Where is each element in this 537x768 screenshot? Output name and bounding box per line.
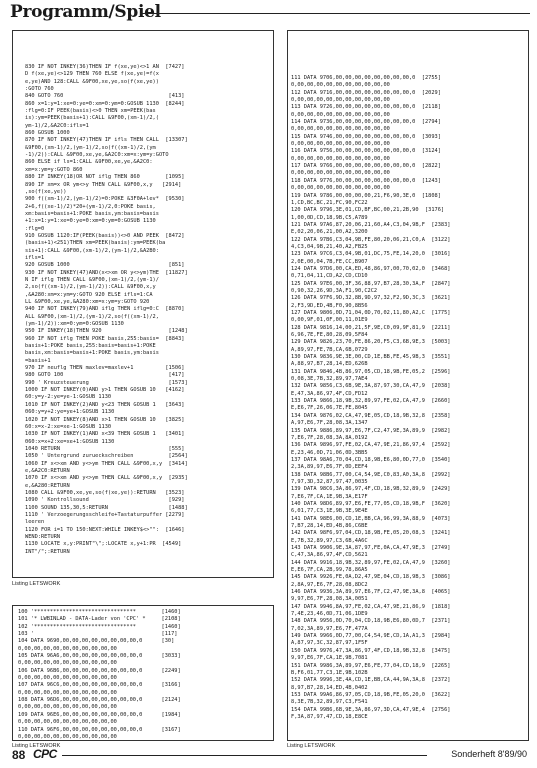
listing-credit-right: Listing LETSWORK [287, 743, 336, 749]
basic-listing-data-lines: 111 DATA 9706,00,00,00,00,00,00,00,00,0 [2755] 0,00,00,00,00,00,00,00,00,00,00 112 DATA 9716,00,00,00,00,00,00,00,00,0 [2029] 0,00,00,00,00,00,00,00,00,00,00 113 DATA 9726,00,00,00,00,00,00,00,00,0 [2118] 0,00,00,00,00,00,00,00,00,00,00 114 DATA 9736,00,00,00,00,00,00,00,00,0 [2794] 0,00,00,00,00,00,00,00,00,00,00 115 DATA 9746,00,00,00,00,00,00,00,00,0 [3093] 0,00,00,00,00,00,00,00,00,00,00 116 DATA 9756,00,00,00,00,00,00,00,00,0 [3124] 0,00,00,00,00,00,00,00,00,00,00 117 DATA 9766,00,00,00,00,00,00,00,00,0 [2822] 0,00,00,00,00,00,00,00,00,00,00 118 DATA 9776,00,00,00,00,00,00,00,00,0 [1243] 0,00,00,00,00,00,00,00,00,00,00 119 DATA 9786,00,00,00,00,21,F6,90,3E,0 [1808] 1,CD,BC,BC,21,FC,90,FC22 120 DATA 9796,3E,01,CD,BF,BC,00,21,2B,90 [3176] 1,00,0D,CD,18,9B,C5,A789 121 DATA 97A6,87,20,06,21,60,A4,C3,04,9B,F [2383] E,02,20,06,21,00,A2,3200 122 DATA 97B6,C3,04,9B,FE,80,20,06,21,C0,A [3122] 4,C3,04,9B,21,40,A2,FB25 123 DATA 97C6,C3,04,9B,01,DC,75,FE,14,20,0 [3016] 2,0E,00,04,7B,FE,CC,B907 124 DATA 97D6,00,CA,ED,48,86,97,00,70,02,0 [3468] 0,71,04,11,CD,A2,CD,CD10 125 DATA 97E6,00,3F,36,88,97,B7,28,30,3A,F [2847] 0,90,32,26,9D,3A,F1,90,C2C2 126 DATA 97F6,9D,32,8B,9D,97,32,F2,9D,3C,3 [3621] 2,F3,9D,ED,4B,F0,90,8B56 127 DATA 9806,0D,71,04,0D,70,02,11,80,A2,C [1775] 0,00,9F,01,0F,00,11,01E9 128 DATA 9816,14,00,21,5F,9E,C0,09,9F,81,9 [2211] 6,96,7E,FE,80,28,09,5F84 129 DATA 9826,23,70,FE,86,20,F5,C3,6B,9E,3 [5003] A,89,97,FE,7B,CA,6B,0729 130 DATA 9836,9E,3E,00,CD,1E,BB,FE,45,9B,3 [3551] A,88,97,B7,28,14,ED,626B 131 DATA 9846,4B,86,97,05,CD,18,9B,FE,05,2 [2596] 0,08,3E,7B,32,89,97,7AE4 132 DATA 9856,C3,6B,9E,3A,87,97,30,CA,47,9 [2038] E,47,3A,86,97,4F,CD,FD12 133 DATA 9866,18,9B,32,89,97,FE,02,CA,47,9 [2660] E,E6,7F,26,06,7E,FE,8045 134 DATA 9876,02,CA,47,9E,05,CD,18,9B,32,8 [2358] A,97,E6,7F,28,08,3A,1347 135 DATA 9886,89,97,E6,7F,C2,47,9E,3A,89,9 [2982] 7,E6,7F,28,08,3A,8A,0192 136 DATA 9896,97,FE,02,CA,47,9E,21,86,97,4 [2592] E,23,46,0D,71,06,0D,3BB5 137 DATA 98A6,70,04,CD,18,9B,E6,80,0D,77,0 [3540] 2,3A,89,97,E6,7F,0D,EEF4 138 DATA 98B6,77,00,C4,54,9E,C0,83,A0,3A,8 [2992] 7,97,3D,32,87,97,47,0035 139 DATA 98C6,3A,86,97,4F,CD,18,9B,32,89,9 [2429] 7,E6,7F,CA,1E,9B,3A,E17F 140 DATA 98D6,89,97,E6,FE,77,05,CD,18,9B,F [3620] 6,01,77,C3,1E,9B,3E,9E4E 141 DATA 98E6,00,CD,1E,BB,CA,96,99,3A,88,9 [4073] 7,B7,28,14,ED,4B,86,C6BE 142 DATA 98F6,97,04,CD,18,9B,FE,05,20,08,3 [3241] E,7B,32,89,97,C3,6B,4A6C 143 DATA 9906,9E,3A,87,97,FE,0A,CA,47,9E,3 [2749] C,47,3A,86,97,4F,CD,5621 144 DATA 9916,18,9B,32,89,97,FE,02,CA,47,9 [3260] E,E6,7F,CA,2B,99,78,86A5 145 DATA 9926,FE,0A,D2,47,9E,04,CD,18,9B,3 [3086] 2,8A,97,E6,7F,28,08,8DC2 146 DATA 9936,3A,89,97,E6,7F,C2,47,9E,3A,8 [4065] 9,97,E6,7F,28,08,3A,0051 147 DATA 9946,8A,97,FE,02,CA,47,9E,21,86,9 [1818] 7,4E,23,46,0D,71,06,1DE9 148 DATA 9956,0D,70,04,CD,18,9B,E6,80,0D,7 [2371] 7,02,3A,89,97,E6,7F,477A 149 DATA 9966,0D,77,00,C4,54,9E,CD,1A,A1,3 [2984] A,87,97,3C,32,87,97,1F5F 150 DATA 9976,47,3A,86,97,4F,CD,18,9B,32,8 [3475] 9,97,E6,7F,CA,1E,9B,7081 151 DATA 9986,3A,89,97,E6,FE,77,04,CD,18,9 [2265] B,F6,01,77,C3,1E,9B,102B 152 DATA 9996,3E,4A,CD,1E,BB,CA,44,9A,3A,8 [2372] 8,97,B7,28,14,ED,4B,0402 153 DATA 99A6,86,97,05,CD,18,9B,FE,05,20,0 [3622] 8,3E,7B,32,89,97,C3,F541 154 DATA 99B6,6B,9E,3A,86,97,3D,CA,47,9E,4 [2756] F,3A,87,97,47,CD,18,E8CE [291, 75, 451, 720]
magazine-logo: CPC [33, 747, 57, 761]
footer-rule [62, 755, 427, 756]
listing-box-right [287, 30, 529, 741]
listing-box-left-bottom [12, 605, 274, 741]
listing-credit-left: Listing LETSWORK [12, 581, 61, 587]
section-title: Programm/Spiel [10, 2, 161, 22]
basic-listing-game-code: 830 IF NOT INKEY(36)THEN IF f(xe,ye)<>1 AN [7427] D f(xe,ye)<>129 THEN 760 ELSE f(xe,ye)=f(x e,ye)AND 128:CALL &9F00,xe,ye,so(f(xe,ye)) :GOTO 760 840 GOTO 760 [413] 860 x=1:y=1:xe=0:ye=0:xm=0:ym=0:GOSUB 1130 [8244] :flg=0:IF PEEK(basis)<>0 THEN xm=PEEK(bas is):ym=PEEK(basis+1):CALL &9F00,(xm-1)/2,( ym-1)/2,&A2C0:ifls=1 860 GOSUB 1000 870 IF NOT INKEY(47)THEN IF ifls THEN CALL [13307] &9F00,(xm-1)/2,(ym-1)/2,so(f((xm-1)/2,(ym -1)/2)):CALL &9F00,xe,ye,&A2C0:xm=x:ym=y:GOTO 860 ELSE if ls=1:CALL &9F00,xe,ye,&A2C0: xm=x:ym=y:GOTO 860 880 IF INKEY(18)OR NOT iflg THEN 860 [1095] 890 IF xm=x OR ym<>y THEN CALL &9F00,x,y [2914] ,so(f(xe,ye)) 900 f((xm-1)/2,(ym-1)/2)=0:POKE &3F0A+lev* [9530] 2+6,f((xe-1)/2)*20+(ym-1)/2,0:POKE basis, xm:basis=basis+1:POKE basis,ym:basis=basis +1:x=1:y=1:xe=0:ye=0:xm=0:ym=0:GOSUB 1130 :flg=0 910 GOSUB 1120:IF(PEEK(basis))<>0 AND PEEK [8472] (basis+1)<251)THEN xm=PEEK(basis):ym=PEEK(ba sis+1):CALL &9F00,(xm-1)/2,(ym-1)/2,&A2B0: ifls=1 920 GOSUB 1000 [851] 930 IF NOT INKEY(47)AND(x<>xm OR y<>ym)THE [11827] N IF iflg THEN CALL &9F00,(xm-1)/2,(ym-1)/ 2,so(f((xm-1)/2,(ym-1)/2)):CALL &9F00,x,y ,&A280:xm=x:ym=y:GOTO 920 ELSE ifls=1:CA LL &9F00,xe,ye,&A280:xm=x:ym=y:GOTO 920 940 IF NOT INKEY(79)AND iflg THEN iflg=0:C [8870] ALL &9F00,(xm-1)/2,(ym-1)/2,so(f((xm-1)/2, (ym-1)/2)):xm=0:ym=0:GOSUB 1130 950 IF INKEY(18)THEN 920 [1248] 960 IF NOT iflg THEN POKE basis,255:basis= [8843] basis+1:POKE basis,255:basis=basis+1:POKE basis,xm:basis=basis+1:POKE basis,ym:basis =basis+1 970 IF neuflg THEN maxlev=maxlev+1 [1506] 980 GOTO 100 [417] 990 ' Kreuzsteuerung [1573] 1000 IF NOT INKEY(0)AND y>1 THEN GOSUB 10 [4162] 60:y=y-2:ye=ye-1:GOSUB 1130 1010 IF NOT INKEY(2)AND y<23 THEN GOSUB 1 [3643] 060:y=y+2:ye=ye+1:GOSUB 1130 1020 IF NOT INKEY(8)AND x>1 THEN GOSUB 10 [3825] 60:x=x-2:xe=xe-1:GOSUB 1130 1030 IF NOT INKEY(1)AND x<39 THEN GOSUB 1 [3401] 060:x=x+2:xe=xe+1:GOSUB 1130 1040 RETURN [555] 1050 ' Untergrund zurueckschreiben [2564] 1060 IF x<>xm AND y<>ym THEN CALL &9F00,x,y [3414] e,&A2C0:RETURN 1070 IF x<>xm AND y<>ym THEN CALL &9F00,x,y [2935] e,&A280:RETURN 1080 CALL &9F00,xe,ye,so(f(xe,ye)):RETURN [3523] 1090 ' Kontrollsound [929] 1100 SOUND 135,30,5:RETURN [1488] 1110 ' Verzoegerungsschleife+Tastaturpuffer [2279] leeren 1120 FOR i=1 TO 150:NEXT:WHILE INKEY$<>"": [1646] WEND:RETURN 1130 LOCATE x,y:PRINT"\";:LOCATE x,y+1:PR [4549] INT"/";:RETURN [25, 64, 188, 555]
header-rule [140, 13, 530, 14]
basic-listing-data-loader: 100 '******************************** [1460] 101 '* LWBINLAD - DATA-Lader von 'CPC' * [2108] 102 '******************************** [1460] 103 ' [117] 104 DATA 9690,00,00,00,00,00,00,00,00,0 [30] 0,00,00,00,00,00,00,00,00,00,00 105 DATA 96A6,00,00,00,00,00,00,00,00,0 [3033] 0,00,00,00,00,00,00,00,00,00,00 106 DATA 96B6,00,00,00,00,00,00,00,00,0 [2249] 0,00,00,00,00,00,00,00,00,00,00 107 DATA 96C6,00,00,00,00,00,00,00,00,0 [3166] 0,00,00,00,00,00,00,00,00,00,00 108 DATA 96D6,00,00,00,00,00,00,00,00,0 [2124] 0,00,00,00,00,00,00,00,00,00,00 109 DATA 96E6,00,00,00,00,00,00,00,00,0 [1984] 0,00,00,00,00,00,00,00,00,00,00 110 DATA 96F6,00,00,00,00,00,00,00,00,0 [3167] 0,00,00,00,00,00,00,00,00,00,00 [18, 609, 181, 740]
page-footer [0, 746, 537, 768]
issue-label: Sonderheft 8'89/90 [451, 749, 527, 759]
listing-credit-bottom-left: Listing LETSWORK [12, 743, 61, 749]
listing-box-left-top [12, 30, 274, 578]
page-header [10, 2, 530, 24]
page-number: 88 [12, 748, 26, 762]
